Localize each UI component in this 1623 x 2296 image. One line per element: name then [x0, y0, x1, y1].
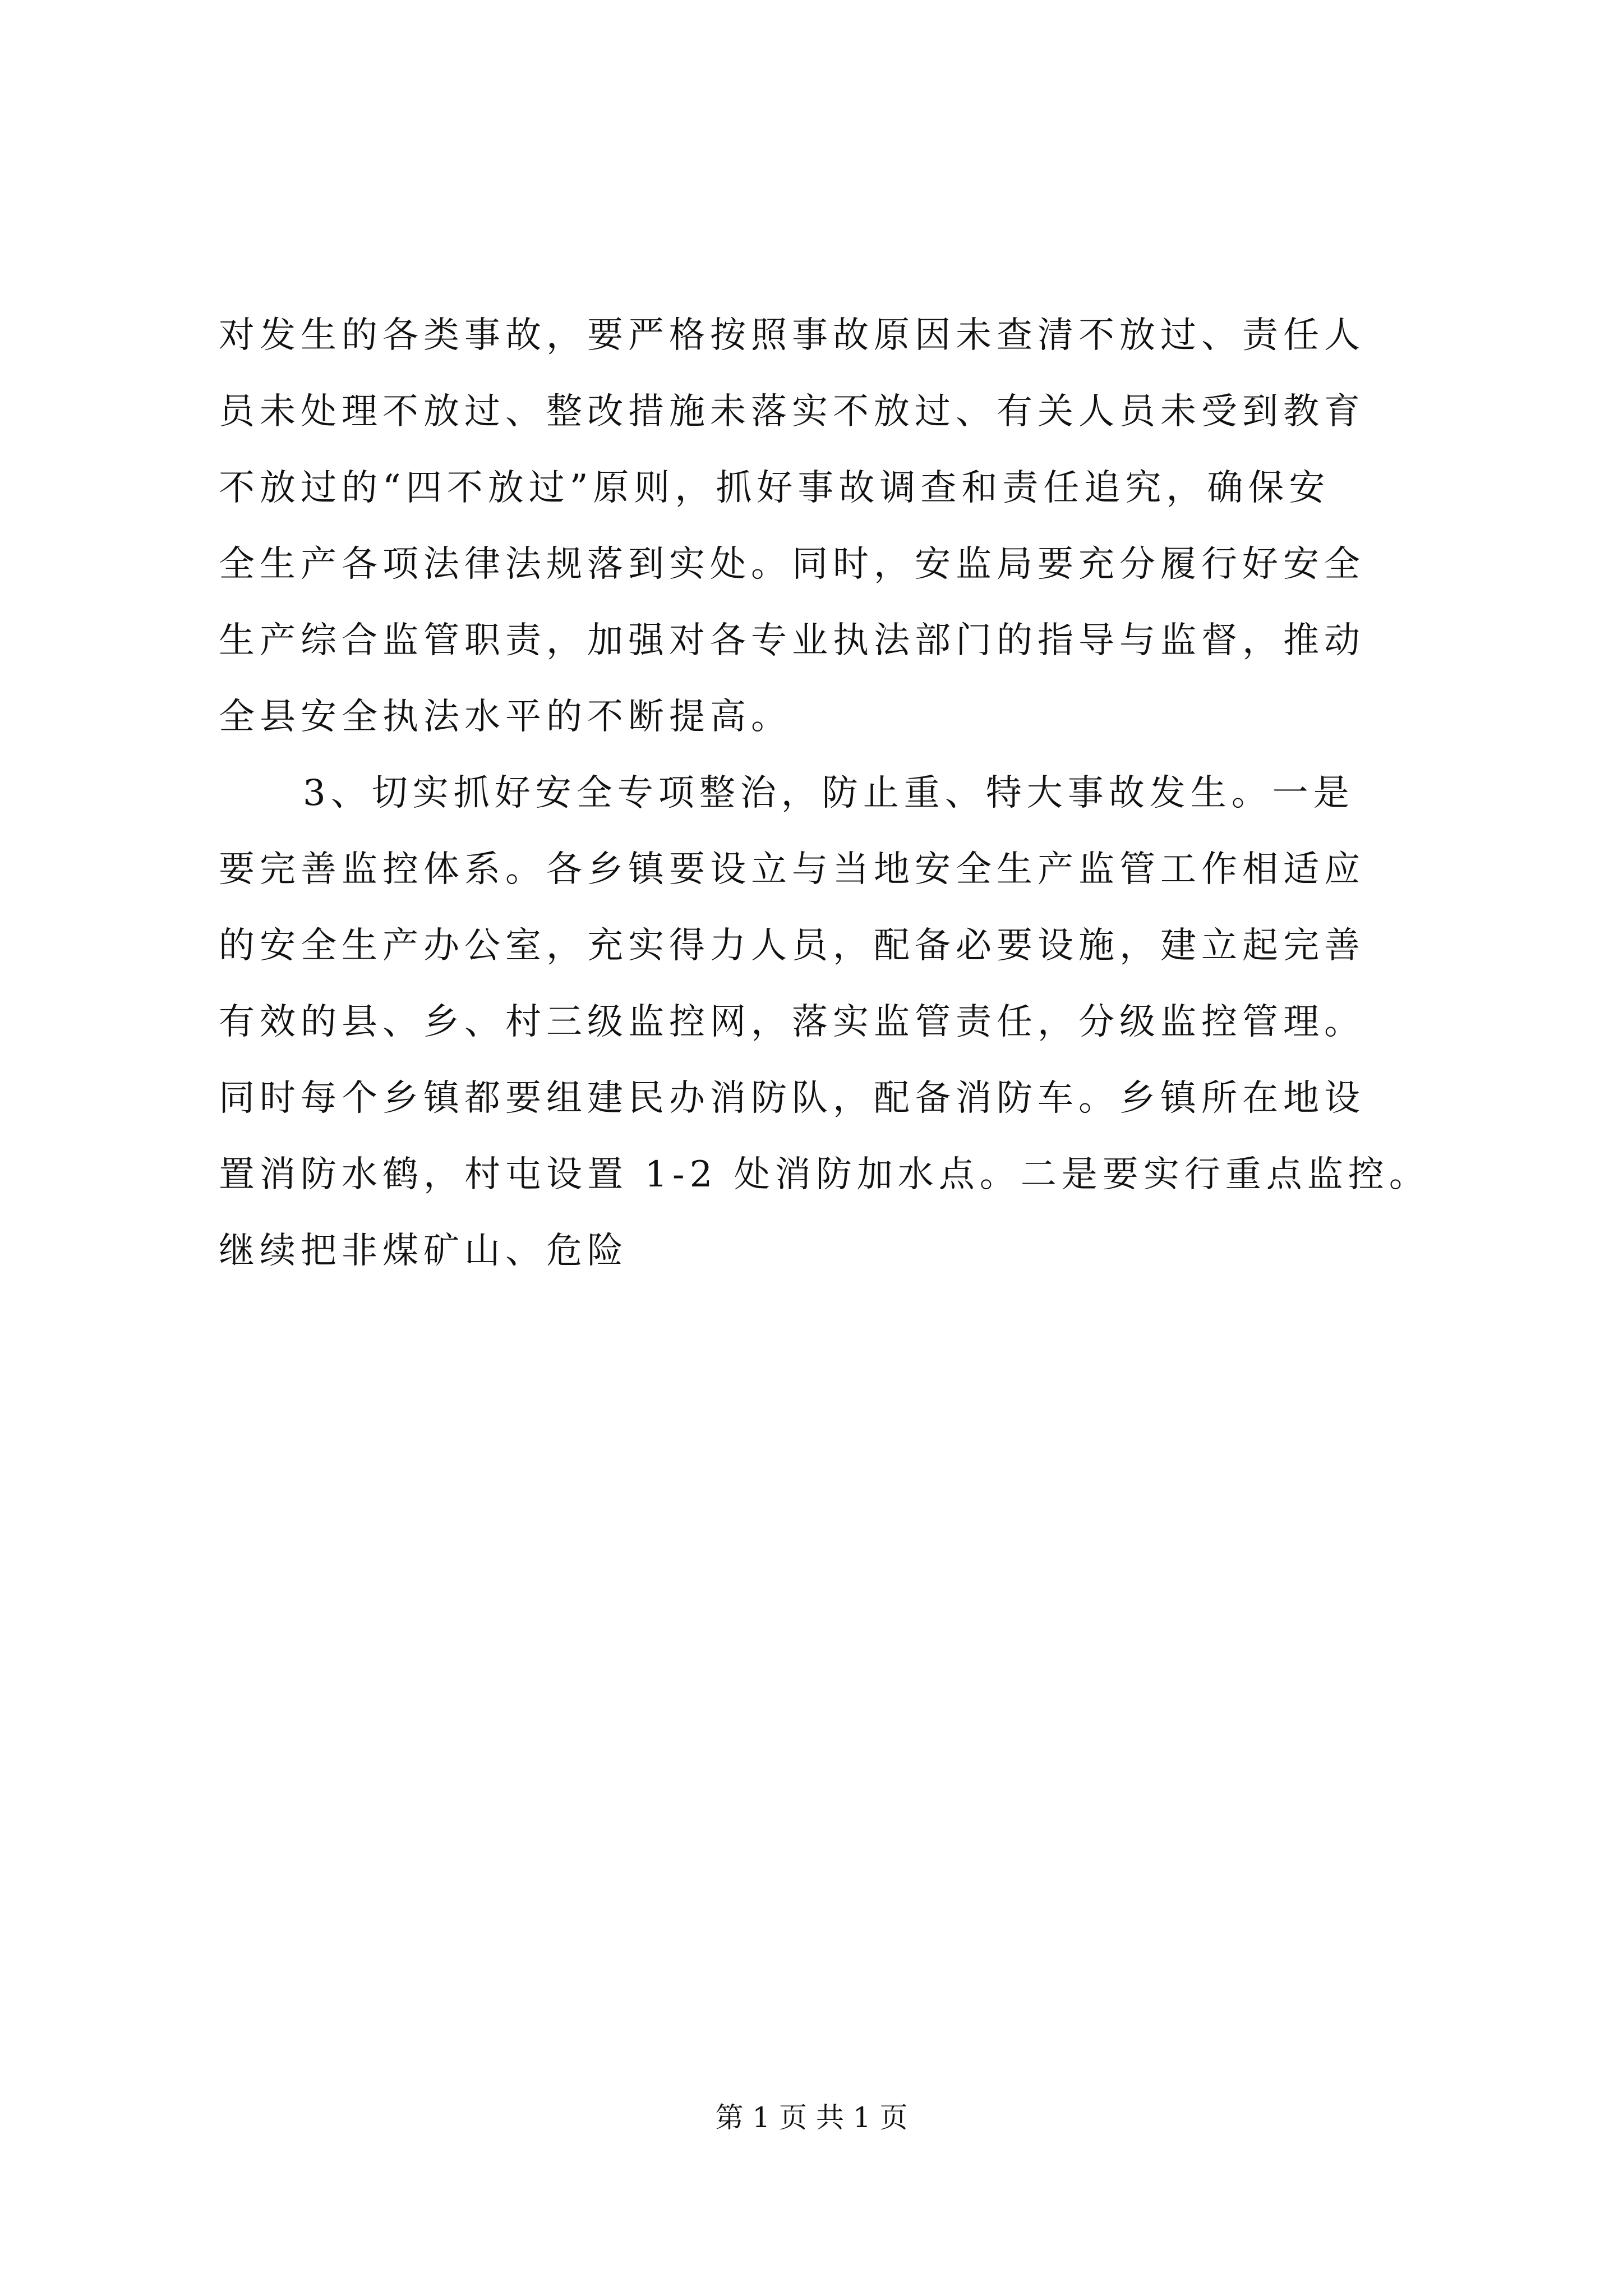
paragraph-2-line-3: 的安全生产办公室，充实得力人员，配备必要设施，建立起完善 [219, 925, 1365, 967]
paragraph-2-line-2: 要完善监控体系。各乡镇要设立与当地安全生产监管工作相适应 [219, 849, 1365, 890]
document-body [219, 297, 1441, 1289]
paragraph-2-line-6: 置消防水鹤，村屯设置 1-2 处消防加水点。二是要实行重点监控。 [219, 1154, 1430, 1195]
paragraph-1-line-5: 生产综合监管职责，加强对各专业执法部门的指导与监督，推动 [219, 620, 1365, 661]
paragraph-1-line-4: 全生产各项法律法规落到实处。同时，安监局要充分履行好安全 [219, 544, 1365, 585]
page-footer: 第 1 页 共 1 页 [715, 2101, 908, 2134]
paragraph-2-line-7: 继续把非煤矿山、危险 [219, 1230, 628, 1272]
paragraph-1-line-6: 全县安全执法水平的不断提高。 [219, 696, 792, 738]
paragraph-1-line-1: 对发生的各类事故，要严格按照事故原因未查清不放过、责任人 [219, 315, 1365, 356]
paragraph-2-line-4: 有效的县、乡、村三级监控网，落实监管责任，分级监控管理。 [219, 1001, 1365, 1043]
paragraph-2-line-1: 3、切实抓好安全专项整治，防止重、特大事故发生。一是 [303, 772, 1354, 814]
paragraph-1-line-2: 员未处理不放过、整改措施未落实不放过、有关人员未受到教育 [219, 391, 1365, 432]
paragraph-1-line-3: 不放过的“四不放过”原则，抓好事故调查和责任追究，确保安 [219, 467, 1330, 509]
paragraph-2-line-5: 同时每个乡镇都要组建民办消防队，配备消防车。乡镇所在地设 [219, 1078, 1365, 1119]
